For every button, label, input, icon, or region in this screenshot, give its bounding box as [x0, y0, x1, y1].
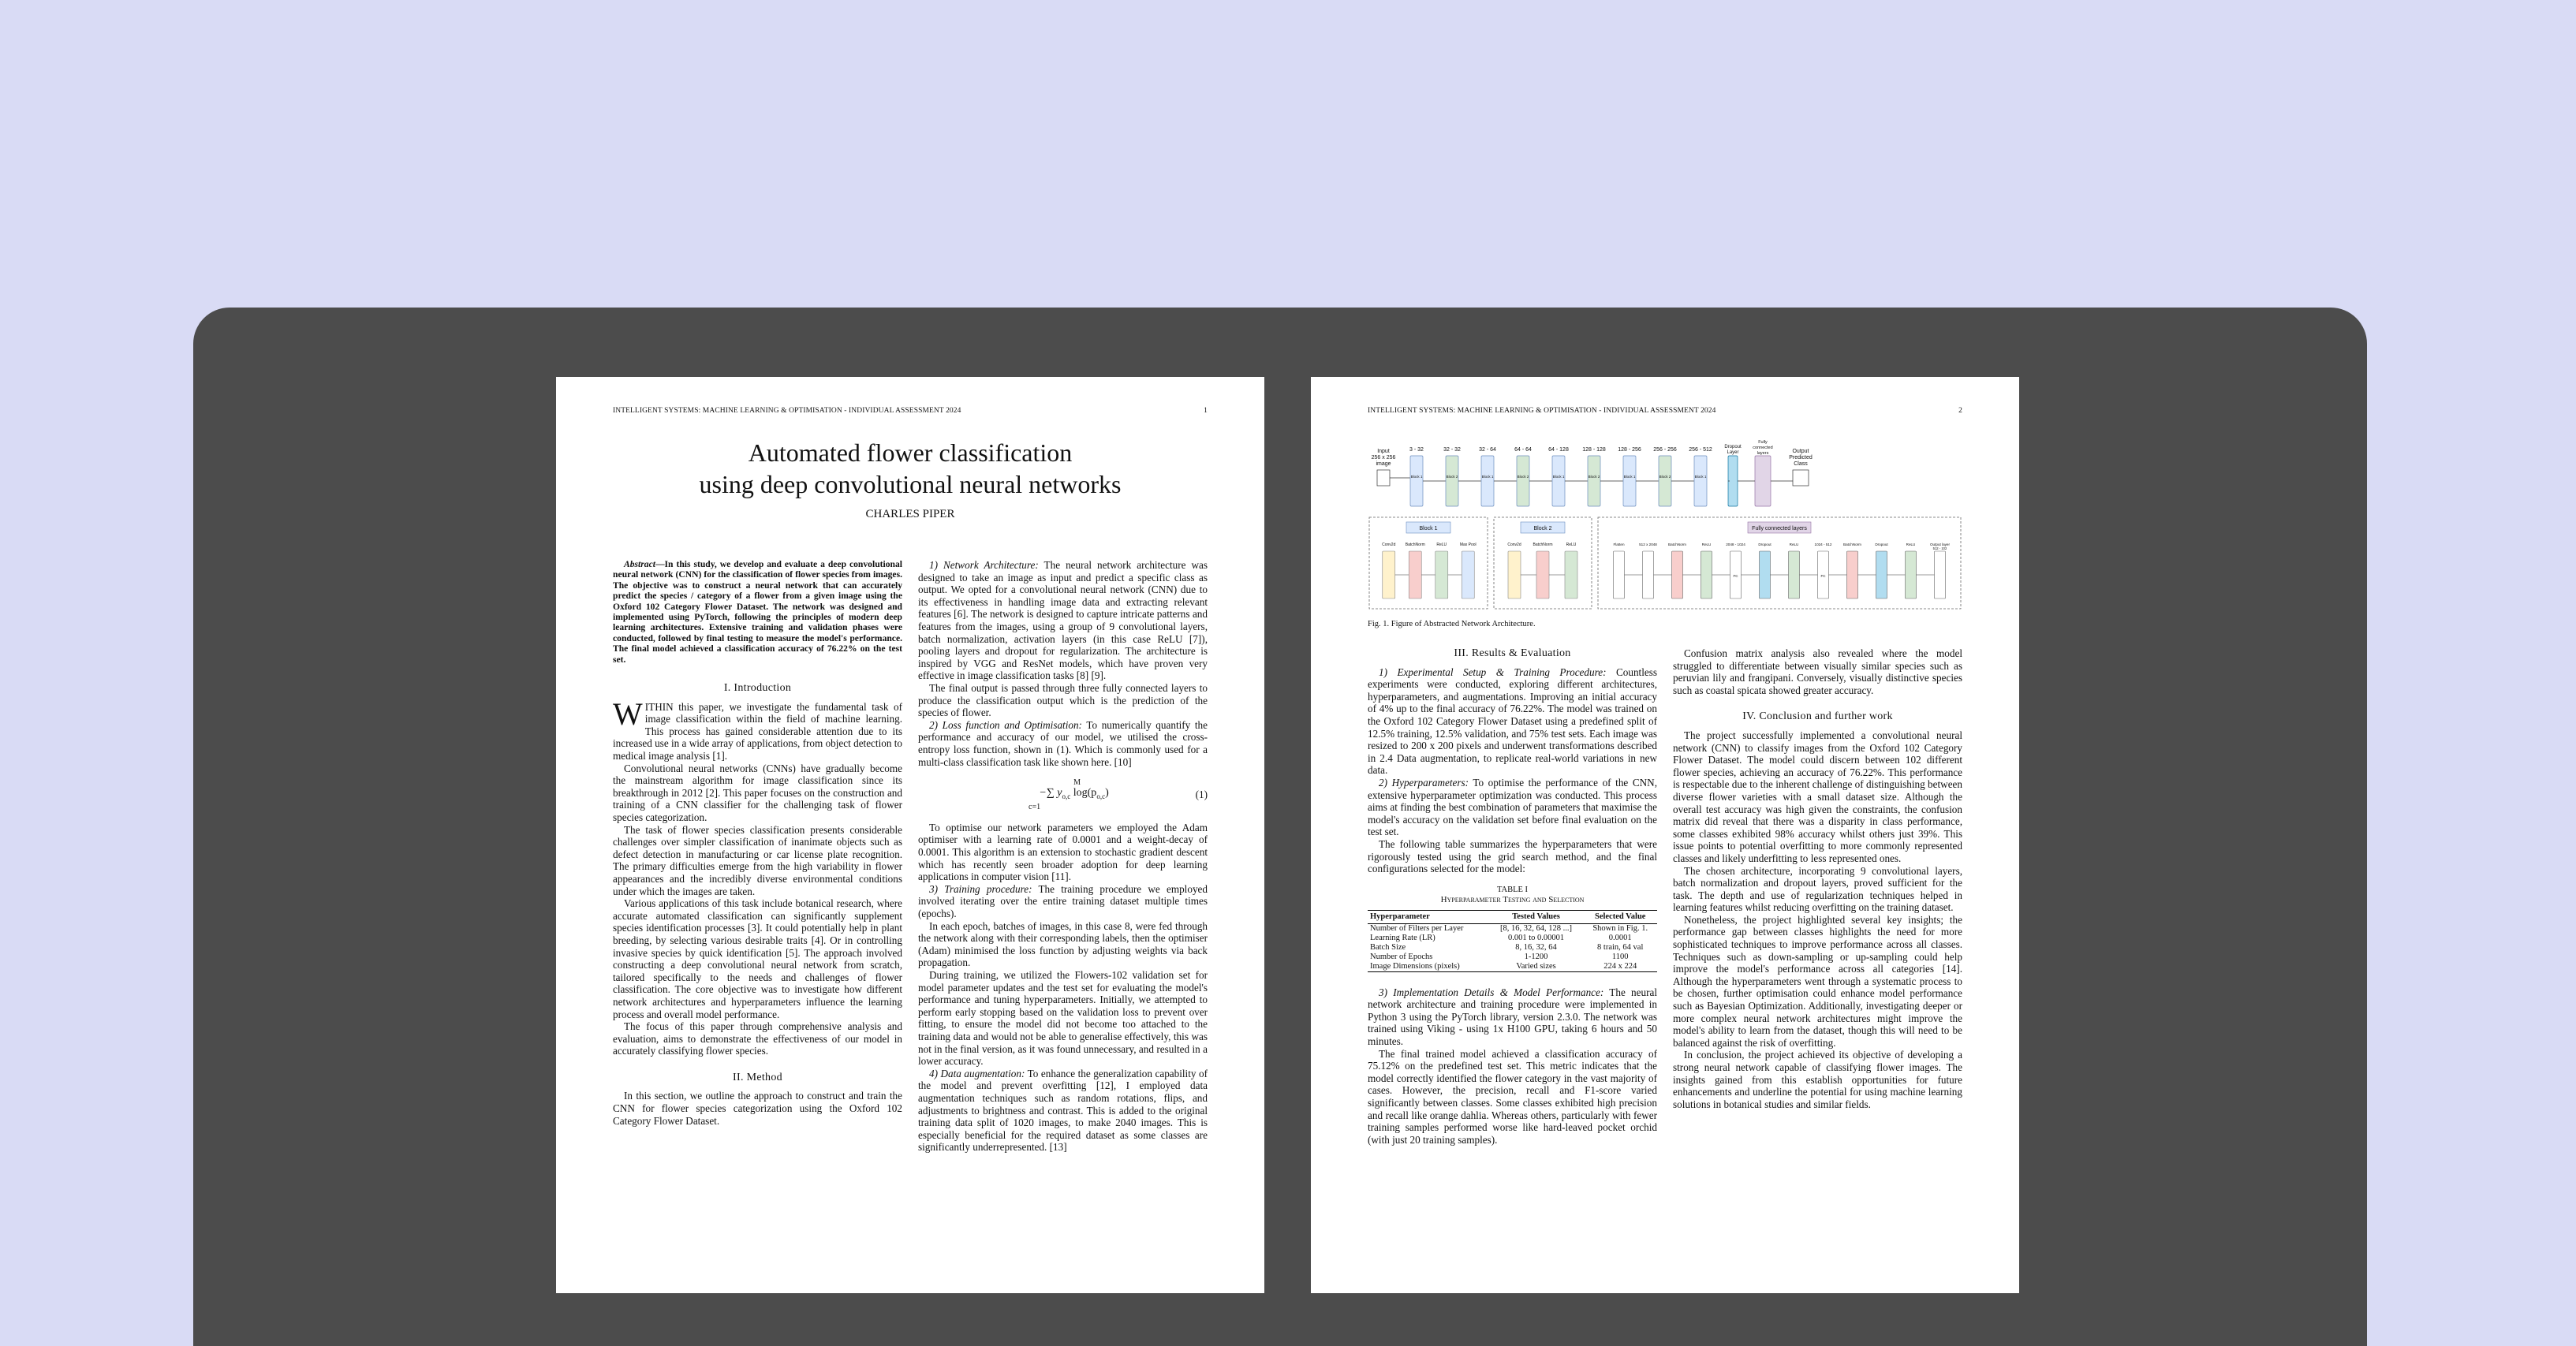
- output-layer-sub: 512 - 102: [1932, 546, 1947, 550]
- block-label: Block 1: [1481, 475, 1494, 479]
- table-cell: 224 x 224: [1583, 962, 1657, 972]
- layer-label: ReLU: [1906, 543, 1916, 546]
- table-row: [1368, 953, 1657, 962]
- hyperparameter-table: [1368, 910, 1657, 972]
- channel-label: 64 - 128: [1548, 447, 1569, 453]
- paragraph: In each epoch, batches of images, in this case 8, were fed through the network along with their corresponding labels, then the optimiser (Adam) minimised the loss function by adjusting weights via back propagation.: [918, 919, 1208, 969]
- paragraph-text: The training procedure we employed involved iterating over the entire training dataset multiple times (epochs).: [918, 882, 1208, 920]
- layer-label: BatchNorm: [1405, 543, 1425, 547]
- abstract-text: —In this study, we develop and evaluate a deep convolutional neural network (CNN) for the classification of flower species from images. The objective was to construct a neural network that can accurately predict the species / category of a flower from a given image using the Oxford 102 Category Flower Dataset. The network was designed and implemented using PyTorch, following the principles of modern deep learning architectures. Extensive training and validation phases were conducted, followed by final testing to measure the model's performance. The final model achieved a classification accuracy of 76.22% on the test set.: [613, 559, 902, 665]
- fc-panel-title: Fully connected layers: [1752, 526, 1807, 531]
- conv-block: [1659, 456, 1671, 506]
- fc-label: Fully: [1758, 440, 1768, 445]
- channel-label: 128 - 128: [1582, 447, 1606, 453]
- architecture-figure: [1368, 429, 1962, 610]
- block-label: Block 2: [1588, 475, 1600, 479]
- layer-box: [1672, 551, 1683, 598]
- fc-node-label: FC: [1733, 574, 1738, 578]
- output-label: Predicted: [1789, 455, 1813, 460]
- paper-title: [613, 437, 1208, 500]
- page-number: 1: [1204, 407, 1208, 415]
- section-heading-introduction: I. Introduction: [723, 682, 792, 695]
- paragraph-text: The neural network architecture and training procedure were implemented in Python 3 using the PyTorch library, version 2.3.0. The network was trained using Viking - using 1x H100 GPU, taking 6 hours and 50 minutes.: [1368, 986, 1657, 1048]
- channel-label: 64 - 64: [1514, 447, 1532, 453]
- layer-box: [1536, 551, 1549, 598]
- paragraph: The chosen architecture, incorporating 9 convolutional layers, batch normalization and dropout layers, proved sufficient for the task. The depth and use of regularization techniques helped in learning features whilst reducing overfitting on the training dataset.: [1673, 864, 1962, 914]
- table-row: [1368, 934, 1657, 943]
- table-title: TABLE I: [1496, 885, 1529, 894]
- table-cell: Image Dimensions (pixels): [1368, 962, 1489, 972]
- paragraph: [1368, 666, 1657, 777]
- sum-lower-limit: c=1: [1029, 802, 1041, 811]
- paragraph-text: Countless experiments were conducted, exploring different architectures, hyperparameters, and augmentations. Improving an initial accuracy of 4% up to the final accuracy of 76.22%. The model was trained on the Oxford 102 Category Flower Dataset using a predefined split of 12.5% training, 12.5% validation, and 75% test sets. Each image was resized to 200 x 200 pixels and underwent transformations described in 2.4 Data augmentation, to replicate real-world variations in new data.: [1368, 666, 1657, 777]
- block2-detail-panel-title: Block 2: [1533, 526, 1552, 531]
- channel-label: 32 - 64: [1479, 447, 1496, 453]
- table-cell: Number of Filters per Layer: [1370, 923, 1464, 933]
- running-header: [613, 407, 1208, 418]
- running-header-text: INTELLIGENT SYSTEMS: MACHINE LEARNING & OPTIMISATION - INDIVIDUAL ASSESSMENT 2024: [1368, 407, 1716, 415]
- subsection-label: 2) Hyperparameters:: [1379, 776, 1469, 789]
- paren: ): [1105, 787, 1109, 800]
- table-cell: 8, 16, 32, 64: [1515, 942, 1557, 952]
- paragraph: [613, 695, 902, 762]
- paragraph: The task of flower species classification presents considerable challenges over simpler classification of inanimate objects such as defect detection in manufacturing or car license plate recognition. The primary difficulties emerge from the high variability in flower appearances and the incredibly diverse environmental conditions under which the images are taken.: [613, 823, 902, 897]
- table-caption: [1368, 885, 1657, 905]
- input-label: image: [1376, 461, 1391, 467]
- conv-block: [1517, 456, 1529, 506]
- block-label: Block 2: [1446, 475, 1458, 479]
- column-right: [918, 559, 1208, 1154]
- layer-label: 1024 - 512: [1814, 543, 1832, 546]
- block-label: Block 1: [1410, 475, 1423, 479]
- table-body: [1368, 923, 1657, 971]
- table-cell: [8, 16, 32, 64, 128 ...]: [1500, 923, 1573, 933]
- fc-block: [1755, 456, 1771, 506]
- column-left: [613, 559, 902, 1154]
- layer-label: ReLU: [1436, 543, 1447, 547]
- channel-label: 256 - 256: [1653, 447, 1677, 453]
- paragraph: The final trained model achieved a classification accuracy of 75.12% on the predefined test set. This metric indicates that the model correctly identified the flower category in the vast majority of cases. However, the precision, recall and F1-score varied significantly between classes. Some classes exhibited high precision and recall like orange dahlia. Whereas others, particularly with fewer training samples performed worse like hard-leaved pocket orchid (with just 20 training samples).: [1368, 1047, 1657, 1146]
- paragraph: The following table summarizes the hyperparameters that were rigorously tested using the grid search method, and the final configurations selected for the model:: [1368, 837, 1657, 875]
- sum-upper-limit: M: [1073, 778, 1081, 788]
- paragraph: [918, 719, 1208, 768]
- table-row: [1368, 943, 1657, 953]
- subscript: o,c: [1062, 792, 1071, 800]
- paragraph: [918, 559, 1208, 682]
- conv-block: [1446, 456, 1458, 506]
- layer-label: Conv2d: [1507, 543, 1521, 547]
- conv-block: [1410, 456, 1423, 506]
- layer-box: [1876, 551, 1887, 598]
- channel-label: 256 - 512: [1689, 447, 1712, 453]
- paragraph: The project successfully implemented a convolutional neural network (CNN) to classify images from the Oxford 102 Category Flower Dataset. The model could discern between 102 different flower species, achieving an accuracy of 76.22%. This performance is respectable due to the inherent challenge of distinguishing between diverse flower varieties with a small dataset size. Although the overall test accuracy was high given the constraints, the confusion matrix did reveal that there was a disparity in class performance, some classes exhibited 98% accuracy whilst others just 39%. This issue points to potential overfitting to more commonly represented classes and likely underfitting to less represented ones.: [1673, 729, 1962, 864]
- sum-term: −∑ y: [1039, 787, 1062, 800]
- layer-box: [1462, 551, 1474, 598]
- table-cell: 8 train, 64 val: [1597, 942, 1644, 952]
- abstract-label: Abstract: [624, 559, 655, 569]
- layer-box: [1508, 551, 1521, 598]
- paragraph-text: To numerically quantify the performance and accuracy of our model, we utilised the cross-entropy loss function, shown in (1). Which is commonly used for a multi-class classification task like shown here. [10]: [918, 718, 1208, 768]
- paragraph: [918, 1068, 1208, 1154]
- layer-label: BatchNorm: [1533, 543, 1553, 547]
- dropout-label: Layer: [1727, 450, 1739, 455]
- conv-block: [1481, 456, 1494, 506]
- input-label: 256 x 256: [1371, 455, 1396, 460]
- column-left: [1368, 647, 1657, 1146]
- paragraph: To optimise our network parameters we employed the Adam optimiser with a learning rate of 0.0001 and a weight-decay of 0.0001. This algorithm is an extension to stochastic gradient descent which has recently seen broader adoption for deep learning applications in computer vision [11].: [918, 821, 1208, 883]
- layer-box: [1906, 551, 1917, 598]
- paragraph-text: To optimise the performance of the CNN, extensive hyperparameter optimization was conducted. This process aims at finding the best combination of parameters that maximise the model's accuracy on the validation set before final evaluation on the test set.: [1368, 776, 1658, 838]
- input-node: [1377, 470, 1390, 486]
- table-header-row: [1368, 910, 1657, 923]
- table-cell: Number of Epochs: [1370, 952, 1433, 961]
- paragraph: In conclusion, the project achieved its objective of developing a strong neural network capable of classifying flower images. The insights gained from this establish opportunities for future enhancements and underline the potential for using machine learning solutions in botanical studies and similar fields.: [1673, 1049, 1962, 1110]
- subsection-label: 1) Network Architecture:: [929, 559, 1039, 571]
- block-label: Block 2: [1659, 475, 1671, 479]
- output-label: Class: [1794, 461, 1808, 467]
- fc-label: layers: [1757, 451, 1769, 456]
- paragraph: In this section, we outline the approach to construct and train the CNN for flower species categorization using the Oxford 102 Category Flower Dataset.: [613, 1090, 902, 1127]
- table-cell: Batch Size: [1370, 942, 1406, 952]
- paragraph: [1368, 986, 1657, 1048]
- running-header-text: INTELLIGENT SYSTEMS: MACHINE LEARNING & OPTIMISATION - INDIVIDUAL ASSESSMENT 2024: [613, 407, 961, 415]
- layer-label: Output layer: [1929, 543, 1951, 546]
- equation-number: (1): [1195, 789, 1208, 801]
- paragraph: The final output is passed through three fully connected layers to produce the classification output which is the prediction of the species of flower.: [918, 681, 1208, 719]
- output-node: [1793, 470, 1809, 486]
- table-row: [1368, 962, 1657, 972]
- layer-box: [1643, 551, 1654, 598]
- conv-block: [1552, 456, 1565, 506]
- layer-box: [1409, 551, 1421, 598]
- channel-label: 128 - 256: [1618, 447, 1641, 453]
- page-number: 2: [1958, 407, 1962, 415]
- abstract: [613, 559, 902, 665]
- section-heading-conclusion: IV. Conclusion and further work: [1742, 710, 1893, 723]
- layer-box: [1383, 551, 1395, 598]
- paper-page-1: [556, 377, 1264, 1293]
- table-cell: Learning Rate (LR): [1370, 933, 1435, 942]
- layer-label: 512 x 2048: [1639, 543, 1657, 546]
- layer-label: ReLU: [1701, 543, 1712, 546]
- block-label: Block 1: [1623, 475, 1636, 479]
- table-header-cell: Tested Values: [1489, 910, 1584, 923]
- running-header: [1368, 407, 1962, 418]
- table-cell: Shown in Fig. 1.: [1592, 923, 1648, 933]
- layer-label: Max Pool: [1459, 543, 1477, 547]
- paragraph-text: To enhance the generalization capability of the model and prevent overfitting [12], I employed data augmentation techniques such as random rotations, flips, and adjustments to brightness and contrast. This is added to the original training data split of 1020 images, to make 2040 images. This is especially beneficial for the required dataset as some classes are significantly underrepresented. [13]: [918, 1067, 1208, 1154]
- subsection-label: 3) Implementation Details & Model Performance:: [1379, 986, 1604, 998]
- subsection-label: 2) Loss function and Optimisation:: [929, 718, 1082, 731]
- input-label: Input: [1377, 449, 1390, 454]
- paragraph: Nonetheless, the project highlighted several key insights; the performance gap between classes highlights the need for more sophisticated techniques to improve performance across all classes. Techniques such as down-sampling or up-sampling could help improve the model's performance across all categories [14]. Although the hyperparameters went through a systematic process to be chosen, further optimisation could enhance model performance such as Bayesian Optimization. Additionally, investigating deeper or more complex neural network architectures might improve the model's ability to learn from the dataset, though this will need to be balanced against the risk of overfitting.: [1673, 913, 1962, 1049]
- paragraph-text: ITHIN this paper, we investigate the fundamental task of image classification within the field of machine learning. This process has gained considerable attention due to its increased use in a wide array of applications, from object detection to medical image analysis [1].: [613, 700, 902, 762]
- fc-label: connected: [1753, 446, 1773, 450]
- layer-label: Flatten: [1613, 543, 1625, 546]
- table-cell: 1100: [1611, 952, 1629, 961]
- table-header-cell: Selected Value: [1583, 910, 1657, 923]
- layer-box: [1760, 551, 1771, 598]
- subsection-label: 4) Data augmentation:: [929, 1067, 1025, 1079]
- title-line-2: using deep convolutional neural networks: [699, 470, 1122, 498]
- title-line-1: Automated flower classification: [748, 438, 1073, 467]
- block-label: Block 1: [1552, 475, 1565, 479]
- table-cell: 1-1200: [1524, 952, 1548, 961]
- table-subtitle: Hyperparameter Testing and Selection: [1440, 894, 1585, 904]
- channel-label: 3 - 32: [1409, 447, 1424, 453]
- table-row: [1368, 923, 1657, 934]
- block-label: Block 1: [1694, 475, 1707, 479]
- viewer-frame: [193, 308, 2367, 1346]
- block1-detail-panel-title: Block 1: [1419, 526, 1438, 531]
- paper-page-2: [1311, 377, 2019, 1293]
- paragraph: [1368, 777, 1657, 838]
- dropout-label: Dropout: [1724, 445, 1742, 449]
- figure-caption: Fig. 1. Figure of Abstracted Network Architecture.: [1368, 620, 1536, 628]
- layer-box: [1565, 551, 1577, 598]
- paragraph: [918, 883, 1208, 920]
- layer-box: [1614, 551, 1625, 598]
- table-header-cell: Hyperparameter: [1368, 910, 1489, 923]
- layer-label: Dropout: [1875, 543, 1888, 546]
- layer-box: [1789, 551, 1800, 598]
- conv-block: [1588, 456, 1600, 506]
- layer-label: BatchNorm: [1668, 543, 1686, 546]
- column-right: [1673, 647, 1962, 1146]
- paragraph: The focus of this paper through comprehensive analysis and evaluation, aims to demonstrate the effectiveness of our model in accurately classifying flower species.: [613, 1020, 902, 1057]
- table-cell: 0.0001: [1608, 933, 1632, 942]
- subsection-label: 3) Training procedure:: [929, 882, 1032, 895]
- layer-label: BatchNorm: [1843, 543, 1861, 546]
- table-cell: 0.001 to 0.00001: [1507, 933, 1565, 942]
- author: CHARLES PIPER: [865, 508, 955, 520]
- output-label: Output: [1792, 449, 1809, 454]
- layer-box: [1701, 551, 1712, 598]
- log-term: log(p: [1070, 787, 1097, 800]
- paragraph: During training, we utilized the Flowers-102 validation set for model parameter updates and the test set for evaluating the model's performance and tuning hyperparameters. Initially, we attempted to perform early stopping based on the validation loss to prevent over fitting, to ensure the model did not become too attached to the training data and would not be able to generalise effectively, this was not in the final version, as it was found unnecessary, and resulted in a lower accuracy.: [918, 969, 1208, 1068]
- paragraph: Confusion matrix analysis also revealed where the model struggled to differentiate between visually similar species such as peruvian lily and frangipani. Conversely, visually distinctive species such as coastal spicata showed greater accuracy.: [1673, 647, 1962, 696]
- layer-label: 2048 - 1024: [1726, 543, 1745, 546]
- architecture-diagram: [1368, 429, 1962, 610]
- layer-box: [1435, 551, 1448, 598]
- equation-body: [1029, 777, 1119, 812]
- channel-label: 32 - 32: [1443, 447, 1461, 453]
- subscript: o,c: [1096, 792, 1106, 800]
- section-heading-method: II. Method: [733, 1071, 782, 1083]
- drop-cap: W: [613, 695, 643, 732]
- block-label: Block 2: [1517, 475, 1529, 479]
- table-cell: Varied sizes: [1489, 962, 1584, 972]
- section-heading-results: III. Results & Evaluation: [1454, 647, 1571, 659]
- layer-box: [1935, 551, 1946, 598]
- layer-label: ReLU: [1789, 543, 1799, 546]
- layer-label: ReLU: [1566, 543, 1577, 547]
- paragraph: Various applications of this task include botanical research, where accurate automated classification can significantly supplement species identification processes [3]. It could potentially help in plant breeding, by selecting various desirable traits [4]. Or in controlling invasive species by quick identification [5]. The approach involved constructing a deep convolutional neural network from scratch, tailored specifically to the needs and challenges of flower classification. The core objective was to investigate how different network architectures and hyperparameters influence the learning process and overall model performance.: [613, 897, 902, 1020]
- fc-node-label: FC: [1820, 574, 1826, 578]
- conv-block: [1623, 456, 1636, 506]
- equation-1: [918, 777, 1208, 812]
- layer-label: Dropout: [1758, 543, 1771, 546]
- conv-block: [1694, 456, 1707, 506]
- paragraph: Convolutional neural networks (CNNs) have gradually become the mainstream algorithm for image classification since its breakthrough in 2012 [2]. This paper focuses on the construction and training of a CNN classifier for the challenging task of flower species categorization.: [613, 762, 902, 823]
- layer-box: [1847, 551, 1858, 598]
- paragraph-text: The neural network architecture was designed to take an image as input and predict a specific class as output. We opted for a convolutional neural network (CNN) due to its effectiveness in handling image data and extracting relevant features [6]. The network is designed to capture intricate patterns and features from the images, using a group of 9 convolutional layers, batch normalization, activation layers (in this case ReLU [7]), pooling layers and dropout for regularization. The architecture is inspired by VGG and ResNet models, which have proven very effective in image classification tasks [8] [9].: [918, 559, 1208, 682]
- layer-label: Conv2d: [1382, 543, 1396, 547]
- subsection-label: 1) Experimental Setup & Training Procedure:: [1379, 666, 1607, 678]
